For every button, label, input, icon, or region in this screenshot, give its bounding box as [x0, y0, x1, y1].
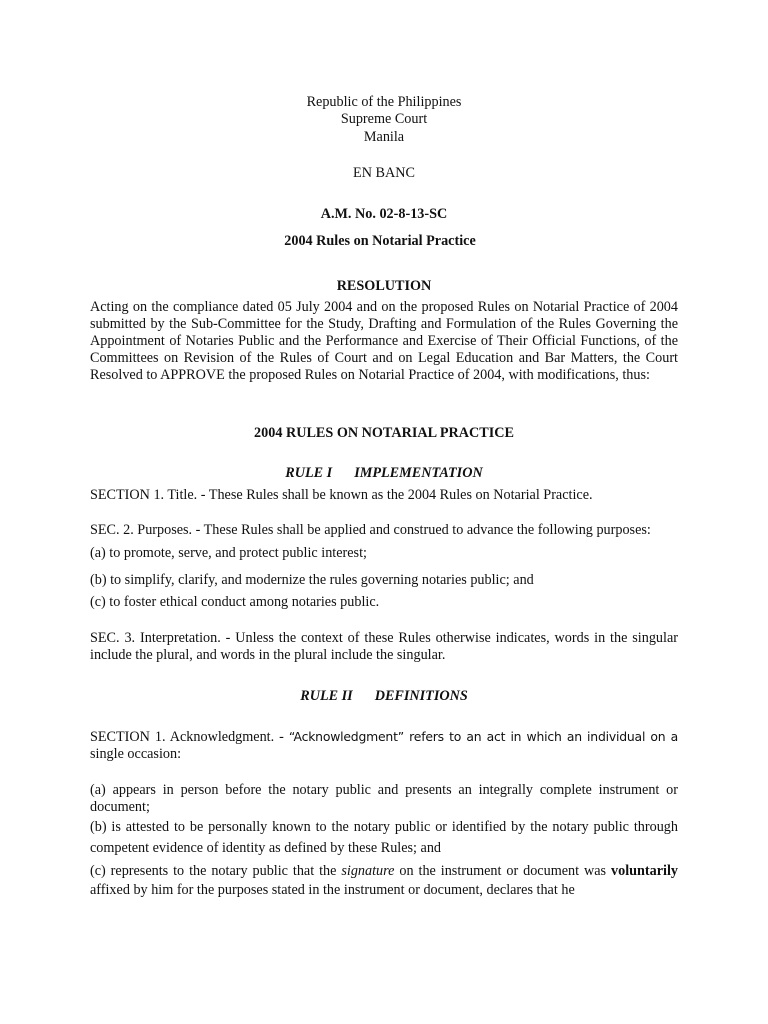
header-division: EN BANC: [353, 165, 415, 181]
header-city: Manila: [363, 129, 405, 145]
rule-1-section-2-item-a: (a) to promote, serve, and protect public interest;: [90, 545, 367, 561]
rule-2-section-1-lead: SECTION 1. Acknowledgment. -: [90, 729, 284, 745]
rule-2-section-1-rest: single occasion:: [90, 746, 182, 762]
rule-1-name: IMPLEMENTATION: [354, 465, 483, 481]
rule-2-item-b: (b) is attested to be personally known to the notary public or identified by the notary public through competent evidence of identity as defined by these Rules; and: [90, 819, 678, 856]
rule-1-section-2-item-c: (c) to foster ethical conduct among notaries public.: [90, 594, 380, 610]
voluntarily-term: voluntarily: [611, 863, 679, 879]
rules-title: 2004 RULES ON NOTARIAL PRACTICE: [254, 425, 514, 441]
case-subject: 2004 Rules on Notarial Practice: [284, 233, 476, 249]
acknowledgment-definition: “Acknowledgment” refers to an act in which an individual on a: [288, 729, 678, 744]
rule-2-item-c-mid: on the instrument or document was: [399, 863, 607, 879]
rule-2-item-a: (a) appears in person before the notary public and presents an integrally complete instrument or document;: [90, 782, 678, 815]
rule-1-section-2-intro: SEC. 2. Purposes. - These Rules shall be applied and construed to advance the following purposes:: [90, 522, 651, 538]
rule-1-section-2-item-b: (b) to simplify, clarify, and modernize the rules governing notaries public; and: [90, 572, 534, 588]
rule-1-number: RULE I: [285, 465, 333, 481]
resolution-body: Acting on the compliance dated 05 July 2004 and on the proposed Rules on Notarial Practice of 2004 submitted by the Sub-Committee for the Study, Drafting and Formulation of the Rules Governing the Appointment of Notaries Public and the Performance and Exercise of Their Official Functions, of the Committees on Revision of the Rules of Court and on Legal Education and Bar Matters, the Court Resolved to APPROVE the proposed Rules on Notarial Practice of 2004, with modifications, thus:: [90, 299, 678, 383]
rule-1-section-1: SECTION 1. Title. - These Rules shall be known as the 2004 Rules on Notarial Practice.: [90, 487, 593, 503]
rule-2-number: RULE II: [300, 688, 353, 704]
rule-2-item-c-post: affixed by him for the purposes stated in the instrument or document, declares that he: [90, 882, 575, 898]
header-court: Supreme Court: [340, 111, 428, 127]
rule-1-section-3: SEC. 3. Interpretation. - Unless the context of these Rules otherwise indicates, words in the singular include the plural, and words in the plural include the singular.: [90, 630, 678, 663]
rule-1-heading: [0, 465, 768, 482]
rule-2-item-c-pre: (c) represents to the notary public that the: [90, 863, 337, 879]
resolution-heading: RESOLUTION: [336, 278, 432, 294]
header-republic: Republic of the Philippines: [306, 94, 462, 110]
signature-term: signature: [341, 863, 395, 879]
rule-2-heading: [0, 688, 768, 705]
rule-2-section-1: [90, 728, 678, 763]
rule-2-name: DEFINITIONS: [374, 688, 468, 704]
case-number: A.M. No. 02-8-13-SC: [320, 206, 448, 222]
rule-2-item-c: [90, 862, 678, 900]
